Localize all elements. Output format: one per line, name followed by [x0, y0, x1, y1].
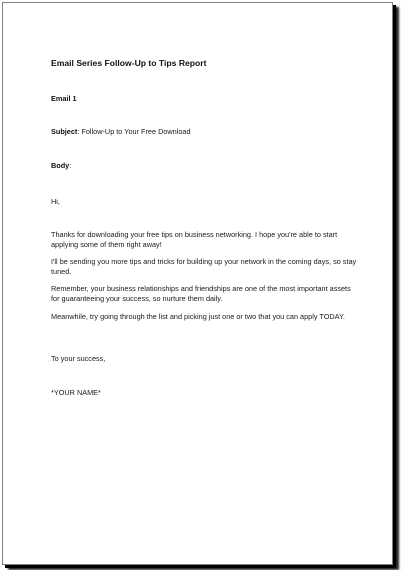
subject-text: : Follow-Up to Your Free Download	[77, 127, 191, 136]
subject-line	[51, 127, 191, 136]
email-heading: Email 1	[51, 94, 77, 103]
paragraph-3: Remember, your business relationships and friendships are one of the most important assets for guaranteeing your success, so nurture them daily.	[51, 284, 351, 303]
greeting: Hi,	[51, 197, 60, 206]
signature: *YOUR NAME*	[51, 388, 101, 397]
body-colon: :	[69, 161, 72, 170]
body-line	[51, 161, 71, 170]
document-page	[2, 2, 393, 565]
body-label: Body	[51, 161, 70, 170]
document-title: Email Series Follow-Up to Tips Report	[51, 58, 207, 68]
paragraph-2: I'll be sending you more tips and tricks for building up your network in the coming days, so stay tuned.	[51, 257, 357, 276]
paragraph-1: Thanks for downloading your free tips on business networking. I hope you're able to start applying some of them right away!	[51, 230, 338, 249]
closing: To your success,	[51, 354, 106, 363]
paragraph-4: Meanwhile, try going through the list and picking just one or two that you can apply TODAY.	[51, 312, 345, 321]
subject-label: Subject	[51, 127, 78, 136]
